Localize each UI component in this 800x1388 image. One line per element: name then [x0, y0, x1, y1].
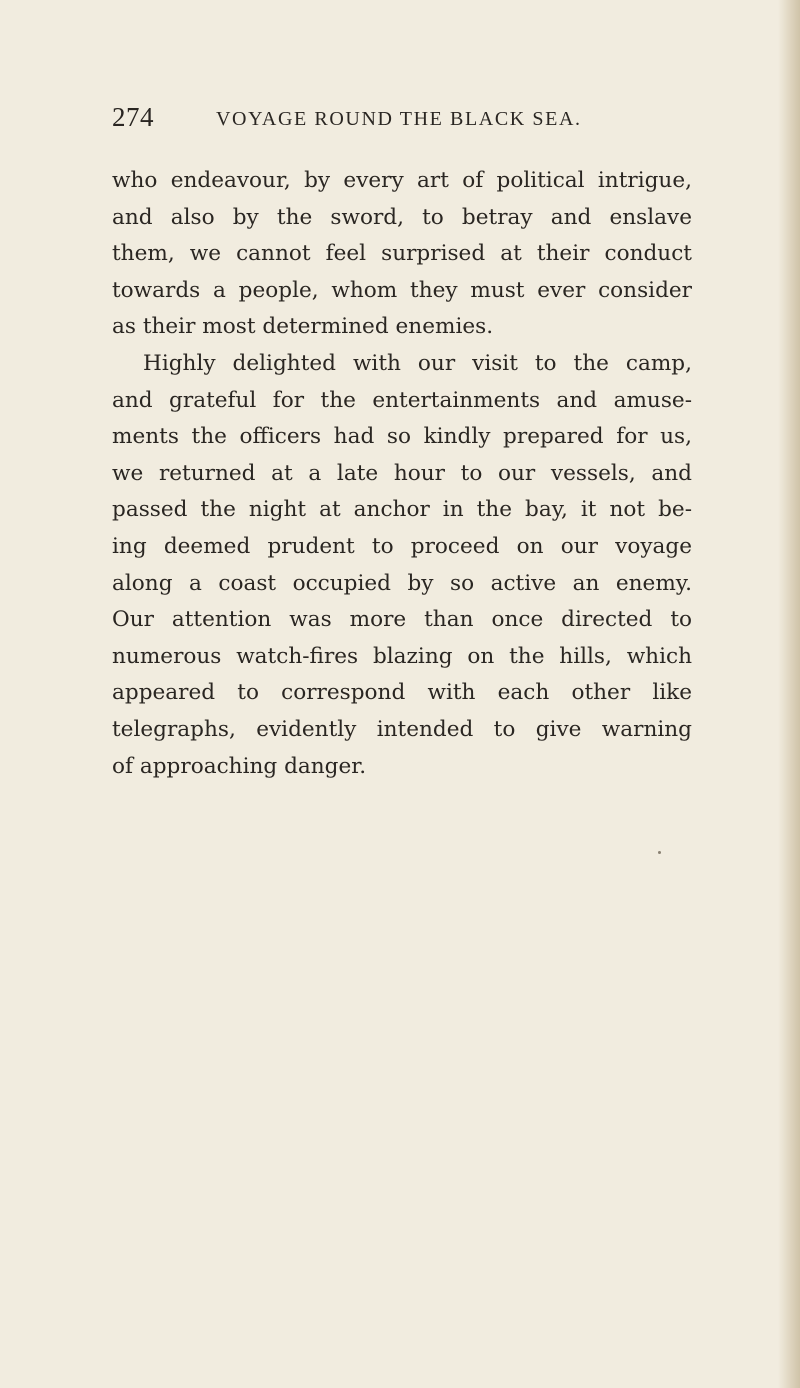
text-line: who endeavour, by every art of political intrigue, — [112, 168, 692, 193]
text-line: and also by the sword, to betray and enslave — [112, 204, 692, 230]
text-line: Our attention was more than once directed to — [112, 607, 692, 633]
text-line: passed the night at anchor in the bay, it not be- — [112, 497, 692, 523]
text-line: ments the officers had so kindly prepared for us, — [112, 424, 692, 450]
page-number: 274 — [112, 102, 154, 132]
text-line: of approaching danger. — [112, 753, 367, 779]
text-line: as their most determined enemies. — [112, 314, 494, 340]
text-line-paragraph-start: Highly delighted with our visit to the camp, — [143, 350, 692, 376]
text-line: and grateful for the entertainments and amuse- — [112, 387, 692, 413]
text-line: numerous watch-fires blazing on the hills, which — [112, 643, 692, 669]
paper-speck — [658, 851, 661, 854]
body-text — [112, 163, 692, 785]
text-line: telegraphs, evidently intended to give warning — [112, 716, 692, 742]
text-line: towards a people, whom they must ever consider — [112, 277, 692, 303]
running-title: VOYAGE ROUND THE BLACK SEA. — [216, 108, 582, 130]
page-header — [112, 102, 712, 136]
page-edge-shadow — [778, 0, 800, 1388]
text-line: we returned at a late hour to our vessels, and — [112, 460, 692, 486]
text-line: ing deemed prudent to proceed on our voyage — [112, 533, 692, 559]
text-line: them, we cannot feel surprised at their conduct — [112, 241, 692, 267]
text-line: appeared to correspond with each other like — [112, 680, 692, 706]
text-line: along a coast occupied by so active an enemy. — [112, 570, 692, 596]
